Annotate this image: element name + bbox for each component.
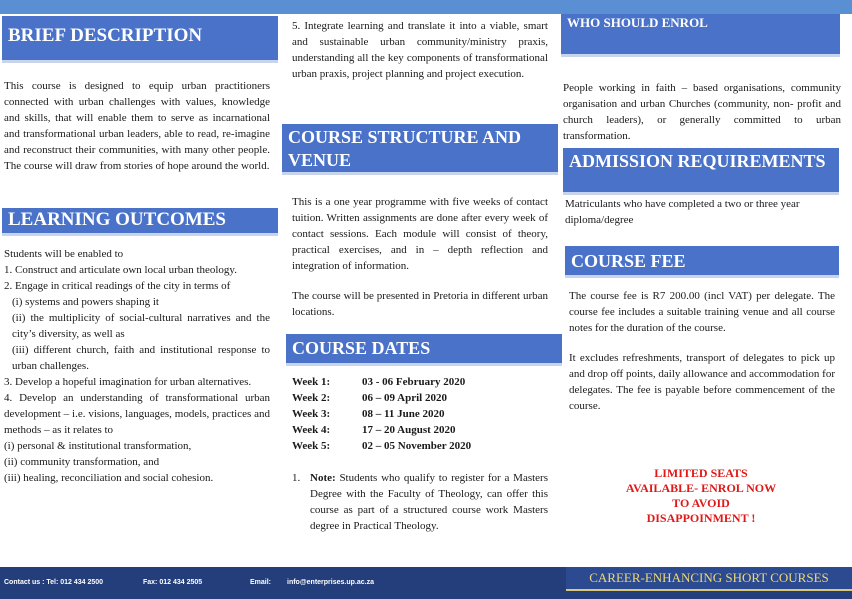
week-label: Week 1: [292, 376, 331, 388]
course-dates-list [292, 374, 548, 454]
outcomes-intro: Students will be enabled to [4, 248, 124, 260]
course-fee-text [569, 288, 835, 414]
contact-footer [0, 567, 852, 599]
outcome-subitem: (i) systems and powers shaping it [12, 296, 159, 308]
week-date: 08 – 11 June 2020 [362, 408, 445, 420]
week-date: 03 - 06 February 2020 [362, 376, 466, 388]
date-row [292, 438, 548, 454]
course-structure-heading: COURSE STRUCTURE AND VENUE [282, 124, 558, 175]
slogan-banner: CAREER-ENHANCING SHORT COURSES [566, 567, 852, 591]
note-body [310, 470, 548, 534]
note-text: Students who qualify to register for a Masters Degree with the Faculty of Theology, can offer this course as part of a structured course work Masters degree in Practical Theology. [310, 472, 548, 532]
week-date: 02 – 05 November 2020 [362, 440, 472, 452]
limited-line: LIMITED SEATS [654, 466, 748, 480]
date-row [292, 422, 548, 438]
learning-outcomes-list [4, 246, 270, 486]
limited-line: DISAPPOINMENT ! [646, 511, 756, 525]
admission-requirements-heading: ADMISSION REQUIREMENTS [563, 148, 839, 195]
outcome-item: 3. Develop a hopeful imagination for urban alternatives. [4, 376, 252, 388]
learning-outcomes-heading: LEARNING OUTCOMES [2, 208, 278, 236]
outcome-subitem: (iii) different church, faith and institutional response to urban challenges. [12, 344, 270, 372]
outcome-subitem: (ii) community transformation, and [4, 456, 160, 468]
outcome-item: 1. Construct and articulate own local urban theology. [4, 264, 237, 276]
course-dates-heading: COURSE DATES [286, 334, 562, 366]
contact-email[interactable]: info@enterprises.up.ac.za [287, 579, 374, 586]
course-fee-paragraph: The course fee is R7 200.00 (incl VAT) per delegate. The course fee includes a suitable training venue and all course notes for the duration of the course. [569, 290, 835, 334]
outcome-subitem: (iii) healing, reconciliation and social cohesion. [4, 472, 214, 484]
limited-line: TO AVOID [672, 496, 730, 510]
note-label: Note: [310, 472, 336, 484]
course-structure-text [292, 194, 548, 320]
outcome-item: 4. Develop an understanding of transformational urban development – i.e. visions, languages, models, practices and methods – as it relates to [4, 392, 270, 436]
outcome-item: 2. Engage in critical readings of the city in terms of [4, 280, 231, 292]
week-label: Week 5: [292, 440, 331, 452]
contact-phone: Contact us : Tel: 012 434 2500 [4, 579, 104, 586]
column-middle [284, 14, 566, 567]
course-fee-exclusions: It excludes refreshments, transport of delegates to pick up and drop off points, daily allowance and accommodation for delegates. The fee is payable before commencement of the course. [569, 352, 835, 412]
outcome-subitem: (ii) the multiplicity of social-cultural narratives and the city’s diversity, as well as [12, 312, 270, 340]
who-should-enrol-heading: WHO SHOULD ENROL [561, 14, 840, 57]
week-label: Week 3: [292, 408, 331, 420]
column-right [561, 14, 852, 567]
course-venue-paragraph: The course will be presented in Pretoria in different urban locations. [292, 290, 548, 318]
week-label: Week 2: [292, 392, 331, 404]
limited-seats-notice [591, 466, 811, 526]
email-label: Email: [250, 579, 272, 586]
week-date: 17 – 20 August 2020 [362, 424, 456, 436]
brief-description-heading: BRIEF DESCRIPTION [2, 16, 278, 63]
week-date: 06 – 09 April 2020 [362, 392, 447, 404]
limited-line: AVAILABLE- ENROL NOW [625, 481, 777, 495]
date-row [292, 374, 548, 390]
admission-requirements-text: Matriculants who have completed a two or three year diploma/degree [565, 198, 800, 226]
week-label: Week 4: [292, 424, 331, 436]
date-row [292, 406, 548, 422]
contact-fax: Fax: 012 434 2505 [143, 579, 203, 586]
column-left [0, 14, 278, 567]
date-row [292, 390, 548, 406]
brief-description-text: This course is designed to equip urban practitioners connected with urban challenges with values, knowledge and skills, that will enable them to serve as incarnational and transformational urban leaders, able to read, re-imagine and reconstruct their communities, with many other people. The course will draw from stories of hope around the world. [4, 80, 270, 172]
top-accent-bar [0, 0, 852, 14]
masters-note [292, 470, 548, 534]
who-should-enrol-text: People working in faith – based organisations, community organisation and urban Churches (community, non- profit and church leaders), or generally committed to urban transformation. [563, 82, 841, 142]
outcome-subitem: (i) personal & institutional transformation, [4, 440, 192, 452]
course-fee-heading: COURSE FEE [565, 246, 839, 278]
course-structure-paragraph: This is a one year programme with five weeks of contact tuition. Written assignments are done after every week of contact sessions. Each module will consist of theory, practical exercises, and in – depth reflection and integration of information. [292, 196, 548, 272]
outcome-5-text: 5. Integrate learning and translate it into a viable, smart and sustainable urban community/ministry praxis, understanding all the key components of transformational urban praxis, project planning and project execution. [292, 20, 548, 80]
note-number: 1. [292, 472, 301, 484]
